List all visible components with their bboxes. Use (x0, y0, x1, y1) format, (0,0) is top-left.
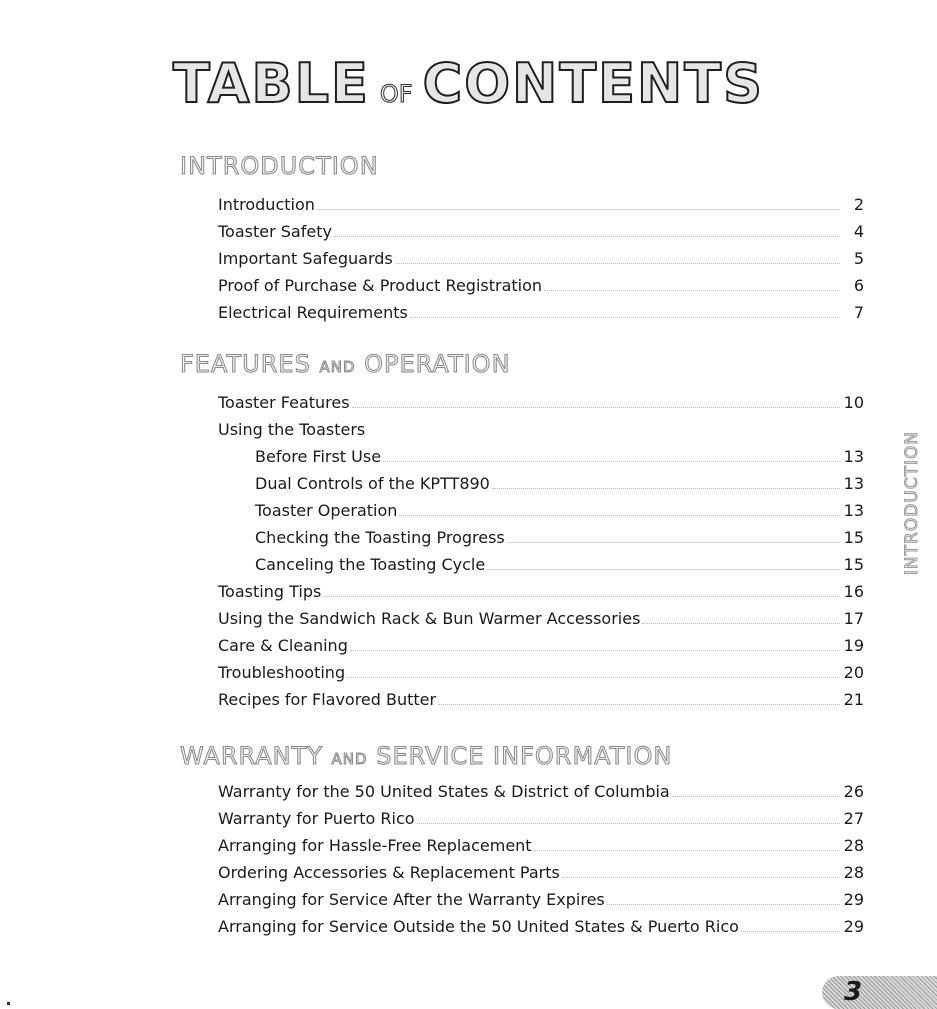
toc-entry-label: Arranging for Service Outside the 50 United States & Puerto Rico (218, 917, 739, 936)
toc-entry-page: 28 (843, 863, 864, 882)
scan-mark (7, 1002, 10, 1005)
toc-entry[interactable] (218, 602, 864, 629)
toc-entry-label: Checking the Toasting Progress (255, 528, 505, 547)
section-heading-features-and-operation (180, 350, 511, 378)
dot-leader (410, 316, 840, 318)
toc-entry-label: Toasting Tips (218, 582, 322, 601)
toc-entry[interactable] (218, 386, 864, 413)
toc-entry-page: 28 (843, 836, 864, 855)
toc-entry-page: 5 (853, 249, 864, 268)
title-of: OF (379, 80, 413, 108)
dot-leader (544, 289, 840, 291)
toc-subentry[interactable] (218, 440, 864, 467)
toc-entry-page: 16 (843, 582, 864, 601)
dot-leader (507, 541, 840, 543)
toc-entry-page: 15 (843, 528, 864, 547)
side-section-tab (900, 428, 924, 578)
section-heading-and: AND (319, 358, 356, 376)
toc-entry[interactable] (218, 656, 864, 683)
toc-entry-label: Toaster Operation (255, 501, 398, 520)
dot-leader (350, 649, 840, 651)
toc-entry-label: Arranging for Hassle-Free Replacement (218, 836, 532, 855)
toc-entry-page: 19 (843, 636, 864, 655)
toc-entry-page: 27 (843, 809, 864, 828)
dot-leader (672, 795, 840, 797)
toc-entry[interactable] (218, 802, 864, 829)
toc-list-warranty-and-service (218, 775, 864, 937)
toc-entry-page: 6 (853, 276, 864, 295)
dot-leader (334, 235, 840, 237)
toc-entry-page: 20 (843, 663, 864, 682)
toc-entry-page: 29 (843, 890, 864, 909)
dot-leader (534, 849, 840, 851)
dot-leader (352, 406, 840, 408)
toc-entry-label: Arranging for Service After the Warranty Expires (218, 890, 605, 909)
toc-entry-page: 29 (843, 917, 864, 936)
toc-entry-page: 4 (853, 222, 864, 241)
toc-entry[interactable] (218, 683, 864, 710)
section-heading-part: SERVICE INFORMATION (376, 742, 673, 770)
toc-entry[interactable] (218, 575, 864, 602)
toc-subentry[interactable] (218, 521, 864, 548)
toc-entry-page: 13 (843, 501, 864, 520)
dot-leader (562, 876, 840, 878)
toc-subentry[interactable] (218, 467, 864, 494)
toc-entry-page: 26 (843, 782, 864, 801)
toc-entry[interactable] (218, 883, 864, 910)
toc-entry-label: Important Safeguards (218, 249, 393, 268)
toc-entry-label: Proof of Purchase & Product Registration (218, 276, 543, 295)
toc-entry-label: Using the Sandwich Rack & Bun Warmer Accessories (218, 609, 641, 628)
toc-entry-page: 7 (853, 303, 864, 322)
toc-entry-label: Dual Controls of the KPTT890 (255, 474, 490, 493)
toc-list-introduction (218, 188, 864, 323)
dot-leader (642, 622, 839, 624)
toc-entry-label: Introduction (218, 195, 315, 214)
section-heading-part: WARRANTY (180, 742, 323, 770)
toc-subentry[interactable] (218, 548, 864, 575)
dot-leader (347, 676, 840, 678)
dot-leader (399, 514, 839, 516)
dot-leader (492, 487, 840, 489)
title-table: TABLE (173, 52, 370, 115)
toc-entry-label: Electrical Requirements (218, 303, 408, 322)
section-heading-part: OPERATION (364, 350, 511, 378)
toc-entry[interactable] (218, 856, 864, 883)
toc-list-features-and-operation (218, 386, 864, 710)
section-heading-warranty-and-service (180, 742, 672, 770)
toc-entry[interactable] (218, 629, 864, 656)
dot-leader (323, 595, 839, 597)
dot-leader (438, 703, 840, 705)
dot-leader (487, 568, 839, 570)
toc-entry-label: Troubleshooting (218, 663, 346, 682)
toc-entry[interactable] (218, 215, 864, 242)
toc-entry-page: 15 (843, 555, 864, 574)
toc-entry-label: Before First Use (255, 447, 382, 466)
toc-entry[interactable] (218, 188, 864, 215)
toc-entry-label: Warranty for the 50 United States & District of Columbia (218, 782, 670, 801)
toc-subentry[interactable] (218, 494, 864, 521)
toc-entry-page: 21 (843, 690, 864, 709)
toc-entry[interactable] (218, 775, 864, 802)
dot-leader (317, 208, 840, 210)
dot-leader (741, 930, 840, 932)
toc-entry-label: Care & Cleaning (218, 636, 348, 655)
toc-entry-page: 13 (843, 474, 864, 493)
page-number: 3 (844, 977, 863, 1007)
toc-entry-page: 17 (843, 609, 864, 628)
title-contents: CONTENTS (422, 52, 764, 115)
toc-entry-label: Toaster Features (218, 393, 350, 412)
section-heading-part: FEATURES (180, 350, 311, 378)
section-heading-and: AND (331, 750, 368, 768)
page-title (0, 52, 937, 115)
toc-entry[interactable] (218, 242, 864, 269)
toc-entry-group[interactable] (218, 413, 864, 440)
dot-leader (607, 903, 840, 905)
page-number-bar (822, 976, 937, 1009)
toc-entry-label: Canceling the Toasting Cycle (255, 555, 486, 574)
toc-entry-page: 13 (843, 447, 864, 466)
side-section-tab-label: INTRODUCTION (902, 430, 922, 576)
dot-leader (383, 460, 840, 462)
toc-entry-label: Recipes for Flavored Butter (218, 690, 437, 709)
toc-entry-page: 2 (853, 195, 864, 214)
toc-entry[interactable] (218, 829, 864, 856)
toc-entry-label: Ordering Accessories & Replacement Parts (218, 863, 560, 882)
toc-entry-page: 10 (843, 393, 864, 412)
toc-entry-label: Toaster Safety (218, 222, 332, 241)
dot-leader (417, 822, 840, 824)
toc-entry[interactable] (218, 296, 864, 323)
section-heading-introduction: INTRODUCTION (180, 152, 379, 180)
toc-entry[interactable] (218, 269, 864, 296)
dot-leader (395, 262, 840, 264)
toc-entry[interactable] (218, 910, 864, 937)
toc-entry-label: Warranty for Puerto Rico (218, 809, 415, 828)
toc-entry-label: Using the Toasters (218, 420, 366, 439)
